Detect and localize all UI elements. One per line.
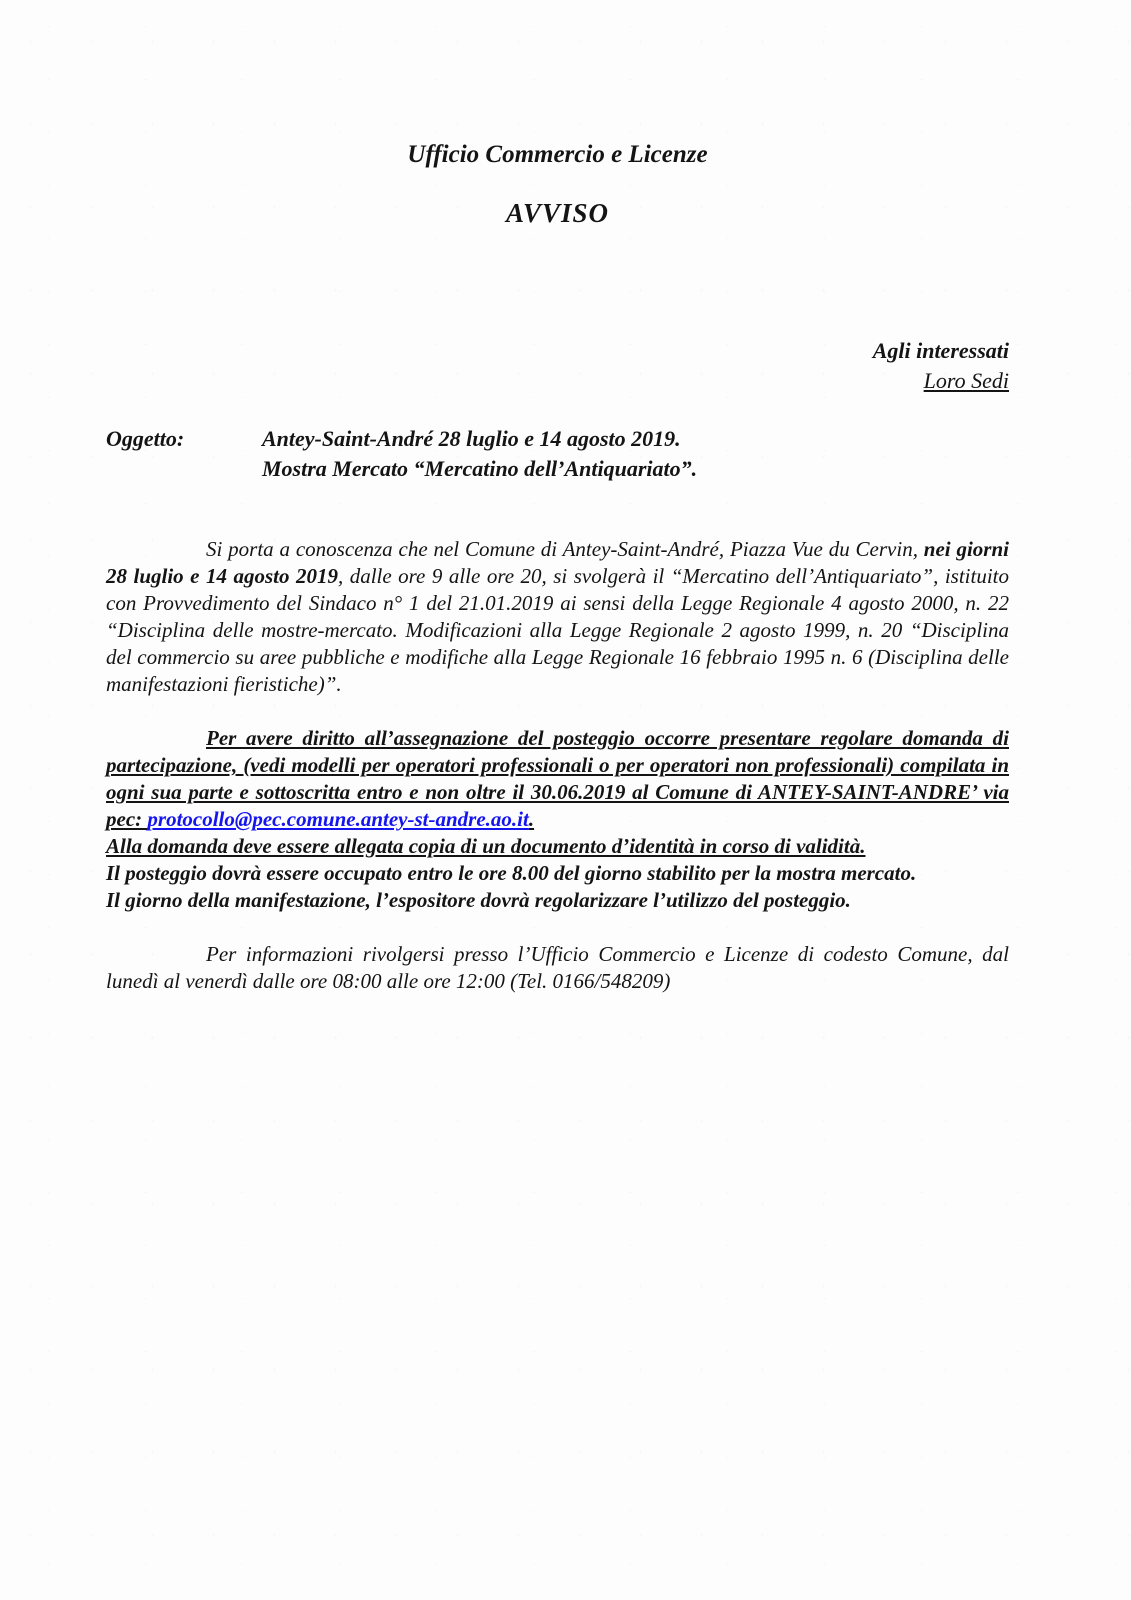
subject-label: Oggetto: <box>106 426 185 451</box>
subject-line-2: Mostra Mercato “Mercatino dell’Antiquariato”. <box>262 456 698 481</box>
paragraph-application <box>106 725 1009 833</box>
recipient-location: Loro Sedi <box>923 368 1009 393</box>
recipient-line: Agli interessati <box>872 338 1009 363</box>
subject-line-1: Antey-Saint-André 28 luglio e 14 agosto 2019. <box>262 426 681 451</box>
identity-requirement-line: Alla domanda deve essere allegata copia di un documento d’identità in corso di validità. <box>106 834 866 858</box>
subject-block <box>106 424 1009 484</box>
posteggio-regularize-line: Il giorno della manifestazione, l’espositore dovrà regolarizzare l’utilizzo del posteggio. <box>106 888 851 912</box>
intro-bold-dates: nei giorni 28 luglio e 14 agosto 2019 <box>106 537 1009 588</box>
posteggio-occupation-line: Il posteggio dovrà essere occupato entro le ore 8.00 del giorno stabilito per la mostra mercato. <box>106 861 917 885</box>
intro-text-before: Si porta a conoscenza che nel Comune di Antey-Saint-André, Piazza Vue du Cervin, <box>206 537 924 561</box>
application-text-end: . <box>528 807 535 831</box>
office-header: Ufficio Commercio e Licenze <box>407 141 708 168</box>
paragraph-info: Per informazioni rivolgersi presso l’Ufficio Commercio e Licenze di codesto Comune, dal lunedì al venerdì dalle ore 08:00 alle ore 12:00 (Tel. 0166/548209) <box>106 942 1009 993</box>
paragraph-intro <box>106 536 1009 698</box>
application-text: Per avere diritto all’assegnazione del posteggio occorre presentare regolare domanda di partecipazione, (vedi modelli per operatori professionali o per operatori non professionali) compilata in ogni sua parte e sottoscritta entro e non oltre il 30.06.2019 al Comune di ANTEY-SAINT-ANDRE’ via pec: <box>106 726 1009 831</box>
recipients-block <box>106 336 1009 396</box>
pec-email-link[interactable]: protocollo@pec.comune.antey-st-andre.ao.it <box>147 807 529 831</box>
intro-text-after: , dalle ore 9 alle ore 20, si svolgerà il “Mercatino dell’Antiquariato”, istituito con Provvedimento del Sindaco n° 1 del 21.01.2019 ai sensi della Legge Regionale 4 agosto 2000, n. 22 “Disciplina delle mostre-mercato. Modificazioni alla Legge Regionale 2 agosto 1999, n. 20 “Disciplina del commercio su aree pubbliche e modifiche alla Legge Regionale 16 febbraio 1995 n. 6 (Disciplina delle manifestazioni fieristiche)”. <box>106 564 1009 696</box>
notice-title: AVVISO <box>505 198 610 228</box>
subject-lines <box>262 424 1009 484</box>
